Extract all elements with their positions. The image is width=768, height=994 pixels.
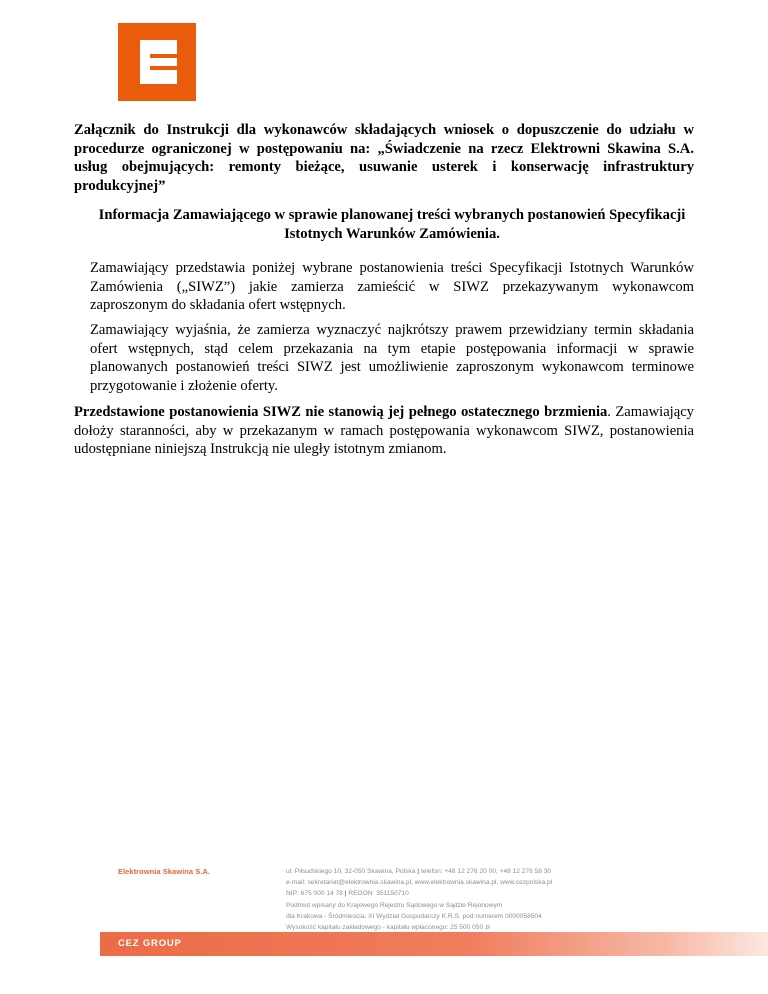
disclaimer-text: . Zamawiający dołoży staranności, aby w przekazanym w ramach postępowania wykonawcom SIWZ, postanowienia udostępniane niniejszą Instrukcją nie uległy istotnym zmianom.	[74, 404, 694, 457]
footer-phone: telefon: +48 12 276 20 00, +48 12 276 58 30	[420, 868, 552, 875]
document-title: Załącznik do Instrukcji dla wykonawców składających wniosek o dopuszczenie do udziału w procedurze ograniczonej w postępowaniu na: „Świadczenie na rzecz Elektrowni Skawina S.A. usług obejmujących: remonty bieżące, usuwanie usterek i konserwację infrastruktury produkcyjnej”	[74, 122, 694, 194]
footer-line-ids	[286, 888, 646, 899]
footer-nip: NIP: 675 000 14 78	[286, 890, 343, 898]
footer-capital: Wysokość kapitału zakładowego - kapitału wpłaconego: 25 500 050 zł	[286, 924, 490, 932]
footer-address: ul. Piłsudskiego 10, 32-050 Skawina, Polska	[286, 868, 416, 875]
footer-email-www: e-mail: sekretariat@elektrownia.skawina.pl, www.elektrownia.skawina.pl, www.cezpolska.pl	[286, 879, 553, 887]
section-heading: Informacja Zamawiającego w sprawie planowanej treści wybranych postanowień Specyfikacji Istotnych Warunków Zamówienia.	[98, 207, 686, 242]
footer-group-label: CEZ GROUP	[118, 938, 182, 949]
paragraph-deadline: Zamawiający wyjaśnia, że zamierza wyznaczyć najkrótszy prawem przewidziany termin składania ofert wstępnych, stąd celem przekazania na tym etapie postępowania informacji w sprawie planowanych postanowień treści SIWZ jest umożliwienie zaproszonym wykonawcom terminowe przygotowanie i złożenie oferty.	[90, 322, 694, 394]
footer-separator: |	[344, 890, 347, 898]
cez-logo	[118, 23, 196, 101]
footer-line-address	[286, 866, 646, 877]
footer-separator: |	[417, 868, 420, 875]
paragraph-disclaimer	[74, 403, 694, 459]
cez-logo-icon	[118, 23, 196, 101]
footer-regon: REGON: 351150710	[348, 890, 409, 898]
disclaimer-bold-text: Przedstawione postanowienia SIWZ nie stanowią jej pełnego ostatecznego brzmienia	[74, 404, 608, 420]
paragraph-intro: Zamawiający przedstawia poniżej wybrane postanowienia treści Specyfikacji Istotnych Warunków Zamówienia („SIWZ”) jakie zamierza zamieścić w SIWZ przekazywanym wykonawcom zaproszonym do składania ofert wstępnych.	[90, 260, 694, 313]
footer-registry-1: Podmiot wpisany do Krajowego Rejestru Sądowego w Sądzie Rejonowym	[286, 901, 503, 909]
footer-contact-block	[286, 866, 646, 933]
footer-band	[100, 932, 768, 956]
footer-company-name: Elektrownia Skawina S.A.	[118, 867, 211, 876]
footer-registry-2: dla Krakowa - Śródmieścia, XI Wydział Gospodarczy K.R.S. pod numerem 0000058504	[286, 912, 542, 920]
